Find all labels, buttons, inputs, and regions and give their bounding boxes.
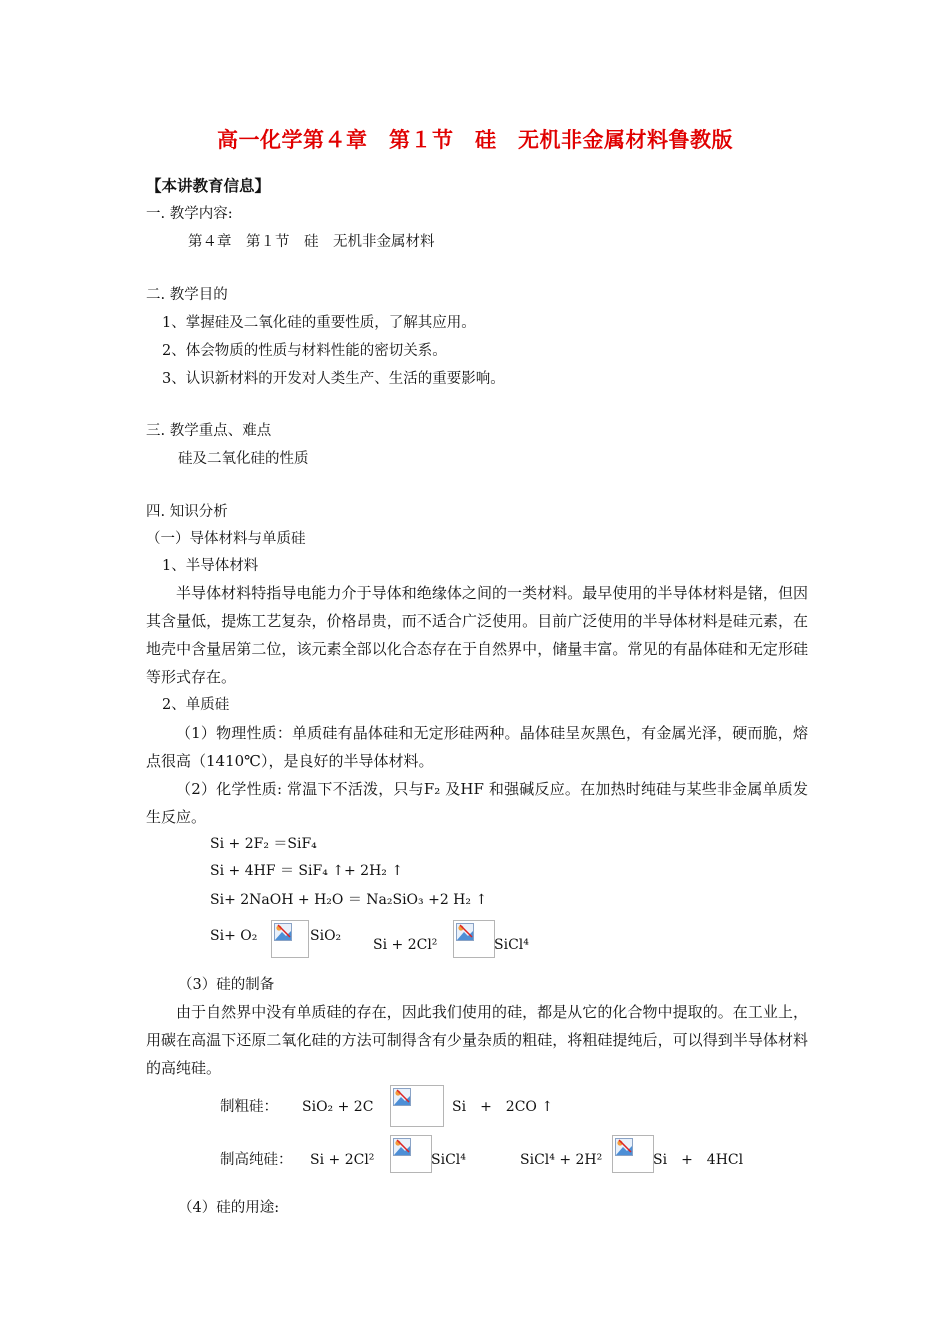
equation-5-product: SiCl⁴ [494, 937, 529, 953]
broken-image-icon [612, 1135, 654, 1173]
broken-image-icon [390, 1085, 444, 1127]
paragraph-chemical: （2）化学性质: 常温下不活泼，只与F₂ 及HF 和强碱反应。在加热时纯硅与某些非金属单质发生反应。 [146, 780, 808, 826]
equation-4-product: SiO₂ [310, 928, 342, 944]
pure-silicon-label: 制高纯硅： [220, 1152, 293, 1168]
crude-silicon-products: Si + 2CO ↑ [452, 1099, 554, 1115]
section-3-heading: 三. 教学重点、难点 [146, 423, 272, 439]
item-heading: （3）硅的制备 [178, 977, 275, 993]
paragraph-preparation: 由于自然界中没有单质硅的存在，因此我们使用的硅，都是从它的化合物中提取的。在工业上，用碳在高温下还原二氧化硅的方法可制得含有少量杂质的粗硅，将粗硅提纯后，可以得到半导体材料的高纯硅。 [146, 1003, 808, 1077]
item-heading: 1、半导体材料 [162, 558, 259, 574]
item-heading: 2、单质硅 [162, 697, 230, 713]
info-header: 【本讲教育信息】 [146, 177, 271, 195]
equation-3: Si+ 2NaOH + H₂O ＝ Na₂SiO₃ +2 H₂ ↑ [210, 892, 488, 908]
item-heading: （4）硅的用途: [178, 1200, 280, 1216]
section-3-content: 硅及二氧化硅的性质 [178, 451, 309, 467]
equation-2: Si + 4HF ＝ SiF₄ ↑+ 2H₂ ↑ [210, 863, 404, 879]
objective-item: 1、掌握硅及二氧化硅的重要性质，了解其应用。 [162, 315, 476, 331]
section-4-heading: 四. 知识分析 [146, 504, 228, 520]
broken-image-icon [271, 920, 309, 958]
pure-silicon-step2-products: Si + 4HCl [653, 1152, 744, 1168]
crude-silicon-label: 制粗硅： [220, 1099, 278, 1115]
equation-5-left: Si + 2Cl² [373, 937, 438, 953]
crude-silicon-reactants: SiO₂ + 2C [302, 1099, 374, 1115]
broken-image-icon [390, 1135, 432, 1173]
section-2-heading: 二. 教学目的 [146, 287, 228, 303]
paragraph-physical: （1）物理性质：单质硅有晶体硅和无定形硅两种。晶体硅呈灰黑色，有金属光泽，硬而脆，熔点很高（1410℃），是良好的半导体材料。 [146, 724, 808, 770]
broken-image-icon [453, 920, 495, 958]
pure-silicon-step1-reactants: Si + 2Cl² [310, 1152, 375, 1168]
objective-item: 2、体会物质的性质与材料性能的密切关系。 [162, 343, 447, 359]
paragraph-semiconductor: 半导体材料特指导电能力介于导体和绝缘体之间的一类材料。最早使用的半导体材料是锗，但因其含量低，提炼工艺复杂，价格昂贵，而不适合广泛使用。目前广泛使用的半导体材料是硅元素，在地壳中含量居第二位，该元素全部以化合态存在于自然界中，储量丰富。常见的有晶体硅和无定形硅等形式存在。 [146, 584, 808, 686]
equation-4-left: Si+ O₂ [210, 928, 258, 944]
subsection-heading: （一）导体材料与单质硅 [146, 531, 306, 547]
section-1-content: 第４章 第１节 硅 无机非金属材料 [188, 234, 435, 250]
section-1-heading: 一. 教学内容: [146, 206, 233, 222]
equation-1: Si + 2F₂ ＝SiF₄ [210, 836, 317, 852]
pure-silicon-step1-product: SiCl⁴ [431, 1152, 466, 1168]
pure-silicon-step2-reactants: SiCl⁴ + 2H² [520, 1152, 603, 1168]
objective-item: 3、认识新材料的开发对人类生产、生活的重要影响。 [162, 371, 505, 387]
page-title: 高一化学第４章 第１节 硅 无机非金属材料鲁教版 [217, 128, 733, 152]
